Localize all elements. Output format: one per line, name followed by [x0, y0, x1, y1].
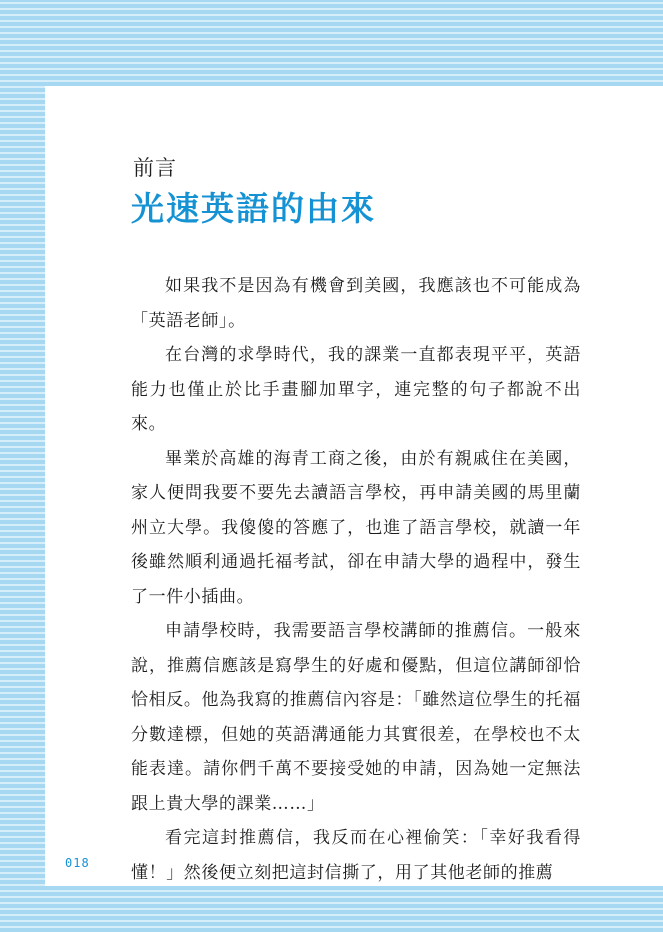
body-text	[131, 269, 581, 890]
paragraph: 在台灣的求學時代，我的課業一直都表現平平，英語能力也僅止於比手畫腳加單字，連完整的句子都說不出來。	[131, 345, 581, 434]
paragraph: 如果我不是因為有機會到美國，我應該也不可能成為「英語老師」。	[131, 276, 581, 331]
section-kicker: 前言	[133, 156, 177, 180]
paragraph: 畢業於高雄的海青工商之後，由於有親戚住在美國，家人便問我要不要先去讀語言學校，再申請美國的馬里蘭州立大學。我傻傻的答應了，也進了語言學校，就讀一年後雖然順利通過托福考試，卻在申請大學的過程中，發生了一件小插曲。	[131, 448, 581, 607]
paragraph: 申請學校時，我需要語言學校講師的推薦信。一般來說，推薦信應該是寫學生的好處和優點，但這位講師卻恰恰相反。他為我寫的推薦信內容是：「雖然這位學生的托福分數達標，但她的英語溝通能力其實很差，在學校也不太能表達。請你們千萬不要接受她的申請，因為她一定無法跟上貴大學的課業……」	[131, 621, 581, 814]
page-number: 018	[65, 856, 90, 870]
book-page	[45, 86, 663, 886]
chapter-title: 光速英語的由來	[131, 189, 376, 228]
paragraph: 看完這封推薦信，我反而在心裡偷笑：「幸好我看得懂！」然後便立刻把這封信撕了，用了其他老師的推薦	[131, 828, 581, 883]
